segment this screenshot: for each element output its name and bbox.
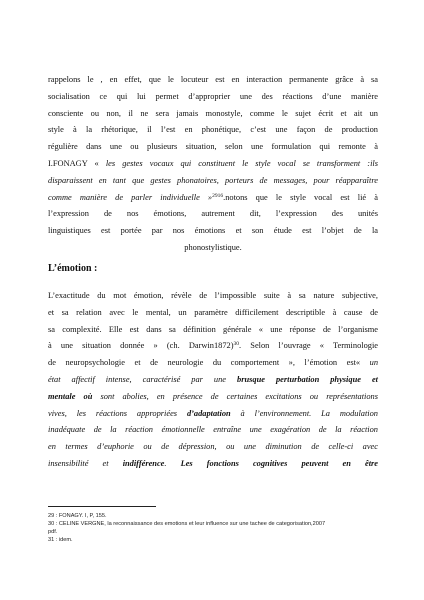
text-line bbox=[48, 372, 378, 389]
quote-italic: vives, les réactions appropriées bbox=[48, 408, 187, 418]
text-line: style à la rhétorique, il l’est en phonétique, c’est une façon de production bbox=[48, 125, 378, 135]
body-paragraph-2 bbox=[48, 288, 378, 473]
text-line bbox=[48, 456, 378, 473]
quote-italic: les gestes vocaux qui constituent le style vocal se transforment :ils bbox=[105, 158, 378, 168]
text-span: à une situation donnée » (ch. Darwin1872) bbox=[48, 341, 234, 351]
quote-italic: un bbox=[369, 358, 378, 368]
text-line: et sa relation avec le mental, un paramètre difficilement descriptible à cause de bbox=[48, 307, 378, 317]
text-line bbox=[48, 389, 378, 406]
quote-italic: insensibilité et bbox=[48, 458, 123, 468]
body-paragraph-1 bbox=[48, 72, 378, 257]
footnote-ref: 30 bbox=[233, 341, 240, 348]
text-line: sa complexité. Elle est dans sa définition générale « une réponse de l’organisme bbox=[48, 324, 378, 334]
text-line bbox=[48, 338, 378, 355]
quote-italic: à l’environnement. La modulation bbox=[230, 408, 378, 418]
quote-italic: état affectif intense, caractérisé par une bbox=[48, 374, 238, 384]
text-line: phonostylistique. bbox=[184, 242, 242, 252]
quote-italic: . bbox=[164, 458, 181, 468]
quote-italic: comme manière de parler individuelle » bbox=[48, 192, 213, 202]
footnote-separator bbox=[48, 506, 156, 507]
footnote-30-continued: pdf. bbox=[48, 529, 58, 535]
text-line: en termes d’euphorie ou de dépression, ou une diminution de celle-ci avec bbox=[48, 442, 378, 452]
text-span: de neuropsychologie et de neurologie du comportement », l’émotion est« bbox=[48, 358, 370, 368]
footnote-31: 31 : idem. bbox=[48, 537, 73, 543]
text-line bbox=[48, 190, 378, 207]
quote-bold-italic: brusque perturbation physique et bbox=[237, 374, 378, 384]
text-span: I.FONAGY « bbox=[48, 158, 106, 168]
text-span: . Selon l’ouvrage « Terminologie bbox=[239, 341, 378, 351]
text-line: L’exactitude du mot émotion, révèle de l’impossible suite à sa nature subjective, bbox=[48, 291, 378, 300]
quote-bold-italic: mentale où bbox=[48, 391, 93, 401]
text-line: linguistiques est portée par nos émotions et son étude est l’objet de la bbox=[48, 226, 378, 236]
section-heading: L’émotion : bbox=[48, 263, 98, 274]
text-line: consciente ou non, il ne sera jamais monostyle, comme le sujet écrit et ait un bbox=[48, 108, 378, 118]
text-span: .notons que le style vocal est lié à bbox=[223, 192, 378, 202]
text-line: disparaissent en tant que gestes phonatoires, porteurs de messages, pour réapparaître bbox=[48, 175, 378, 185]
text-line: rappelons le , en effet, que le locuteur est en interaction permanente grâce à sa bbox=[48, 75, 378, 84]
footnote-30: 30 : CELINE VERGNE, la reconnaissance des emotions et leur influence sur une tachee de categorisation,2007 bbox=[48, 521, 326, 527]
quote-bold-italic: indifférence bbox=[122, 458, 165, 468]
footnotes bbox=[48, 512, 378, 544]
text-line: l’expression de nos émotions, autrement dit, l’expression des unités bbox=[48, 209, 378, 219]
text-line bbox=[48, 156, 378, 173]
quote-bold-italic: Les fonctions cognitives peuvent en être bbox=[180, 458, 378, 468]
footnote-29: 29 : FONAGY. I, P, 155. bbox=[48, 513, 107, 519]
quote-bold-italic: d’adaptation bbox=[186, 408, 231, 418]
quote-italic: sont abolies, en présence de certaines excitations ou représentations bbox=[92, 391, 378, 401]
text-line bbox=[48, 355, 378, 372]
text-line bbox=[48, 406, 378, 423]
text-line: régulière dans une ou plusieurs situation, selon une formulation qui remonte à bbox=[48, 142, 378, 152]
text-line: socialisation ce qui lui permet d’approprier une des réactions d’une manière bbox=[48, 91, 378, 101]
footnote-ref: 2916 bbox=[212, 192, 224, 199]
text-line: inadéquate de la réaction émotionnelle entraîne une exagération de la réaction bbox=[48, 425, 378, 435]
